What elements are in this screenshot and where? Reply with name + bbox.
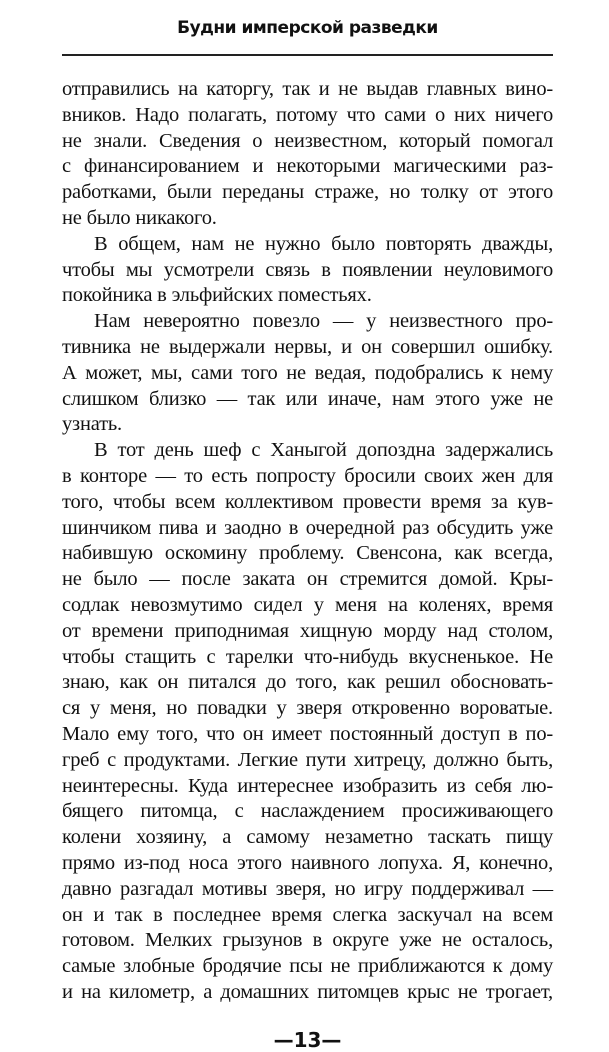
text-line: колени хозяину, а самому незаметно таскать пищу (62, 826, 553, 849)
text-line: отправились на каторгу, так и не выдав главных вино- (62, 78, 553, 100)
text-line: тивника не выдержали нервы, и он совершил ошибку. (62, 335, 553, 358)
text-line: самые злобные бродячие псы не приближаются к дому (62, 955, 553, 978)
paragraph (62, 77, 553, 232)
text-line: готовом. Мелких грызунов в округе уже не осталось, (62, 929, 553, 952)
text-line: от времени приподнимая хищную морду над столом, (62, 619, 553, 642)
text-line: ся у меня, но повадки у зверя откровенно вороватые. (62, 697, 553, 720)
running-header: Будни имперской разведки (177, 18, 438, 38)
text-line: шинчиком пива и заодно в очередной раз обсудить уже (62, 516, 553, 539)
text-line: давно разгадал мотивы зверя, но игру поддерживал — (62, 877, 553, 900)
text-line: узнать. (62, 413, 122, 436)
page-number: —13— (273, 1027, 342, 1052)
paragraph (62, 438, 553, 1006)
text-line: знаю, как он питался до того, как решил обосновать- (62, 671, 553, 694)
text-line: не было — после заката он стремится домой. Кры- (62, 568, 553, 591)
page-content (62, 77, 553, 1052)
text-line: греб с продуктами. Легкие пути хитрецу, должно быть, (62, 748, 553, 771)
text-line: не знали. Сведения о неизвестном, который помогал (62, 129, 553, 152)
text-line: прямо из-под носа этого наивного лопуха. Я, конечно, (62, 851, 553, 874)
body-text (62, 77, 553, 1006)
text-line: Мало ему того, что он имеет постоянный доступ в по- (62, 722, 553, 745)
text-line: вников. Надо полагать, потому что сами о них ничего (62, 103, 553, 126)
text-line: и на километр, а домашних питомцев крыс не трогает, (62, 980, 553, 1003)
text-line: покойника в эльфийских поместьях. (62, 284, 372, 307)
text-line: чтобы мы усмотрели связь в появлении неуловимого (62, 258, 553, 281)
paragraph (62, 232, 553, 309)
text-line: набившую оскомину проблему. Свенсона, как всегда, (62, 542, 553, 565)
text-line: в конторе — то есть попросту бросили своих жен для (62, 464, 553, 487)
text-line: А может, мы, сами того не ведая, подобрались к нему (62, 361, 553, 384)
text-line: того, чтобы всем коллективом провести время за кув- (62, 490, 553, 513)
text-line: он и так в последнее время слегка заскучал на всем (62, 903, 553, 926)
text-line: В общем, нам не нужно было повторять дважды, (94, 232, 553, 255)
text-line: чтобы стащить с тарелки что-нибудь вкусненькое. Не (62, 645, 553, 668)
text-line: Нам невероятно повезло — у неизвестного про- (94, 310, 553, 333)
text-line: содлак невозмутимо сидел у меня на коленях, время (62, 593, 553, 616)
text-line: не было никакого. (62, 206, 217, 229)
text-line: слишком близко — так или иначе, нам этого уже не (62, 387, 553, 410)
text-line: В тот день шеф с Ханыгой допоздна задержались (94, 439, 553, 462)
text-line: работками, были переданы страже, но толку от этого (62, 181, 553, 204)
header-rule (62, 54, 553, 56)
text-line: с финансированием и некоторыми магическими раз- (62, 155, 553, 178)
text-line: бящего питомца, с наслаждением просиживающего (62, 800, 553, 823)
paragraph (62, 309, 553, 438)
text-line: неинтересны. Куда интереснее изобразить из себя лю- (62, 774, 553, 797)
